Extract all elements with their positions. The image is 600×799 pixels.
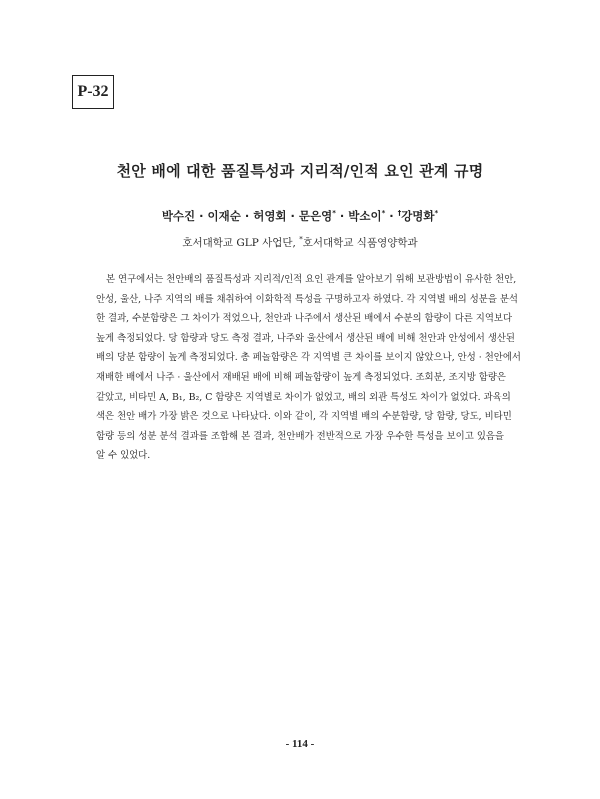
corresponding-mark: †: [397, 209, 402, 218]
author-names: · 박소이: [335, 209, 382, 223]
abstract-line: 한 결과, 수분함량은 그 차이가 적었으나, 천안과 나주에서 생산된 배에서 수분의 함량이 다른 지역보다: [96, 313, 513, 325]
abstract-line: 색은 천안 배가 가장 밝은 것으로 나타났다. 이와 같이, 각 지역별 배의 수분함량, 당 함량, 당도, 비타민: [96, 411, 512, 423]
abstract-line: 높게 측정되었다. 당 함량과 당도 측정 결과, 나주와 울산에서 생산된 배에 비해 천안과 안성에서 생산된: [96, 332, 515, 344]
abstract-line: 같았고, 비타민 A, B₁, B₂, C 함량은 지역별로 차이가 없었고, 배의 외관 특성도 차이가 없었다. 과육의: [96, 391, 511, 403]
abstract-line: 배의 당분 함량이 높게 측정되었다. 총 페놀함량은 각 지역별 큰 차이를 보이지 않았으나, 안성 · 천안에서: [96, 352, 521, 364]
corresponding-author: 강명화: [401, 209, 435, 223]
poster-code-box: P-32: [72, 75, 114, 109]
affiliation-secondary: 호서대학교 식품영양학과: [302, 237, 418, 249]
affiliation-primary: 호서대학교 GLP 사업단,: [182, 237, 296, 249]
abstract-line: 안성, 울산, 나주 지역의 배를 채취하여 이화학적 특성을 구명하고자 하였다. 각 지역별 배의 성분을 분석: [96, 293, 518, 305]
author-names: 박수진 · 이재순 · 허영회 · 문은영: [161, 209, 333, 223]
author-mark: *: [434, 209, 439, 218]
paper-title: 천안 배에 대한 품질특성과 지리적/인적 요인 관계 규명: [116, 162, 484, 180]
abstract-line: 알 수 있었다.: [96, 450, 151, 462]
author-mark: *: [332, 209, 336, 218]
abstract-line: 본 연구에서는 천안배의 품질특성과 지리적/인적 요인 관계를 알아보기 위해 보관방법이 유사한 천안,: [106, 274, 517, 285]
abstract-line: 재배한 배에서 나주 · 울산에서 재배된 배에 비해 페놀함량이 높게 측정되었다. 조회분, 조지방 함량은: [96, 371, 506, 383]
abstract-line: 함량 등의 성분 분석 결과를 조합해 본 결과, 천안배가 전반적으로 가장 우수한 특성을 보이고 있음을: [96, 430, 504, 442]
author-mark: *: [381, 209, 386, 218]
abstract-body: [96, 270, 521, 466]
page-number: - 114 -: [285, 738, 315, 750]
affiliation: [0, 235, 600, 250]
affiliation-mark: *: [299, 235, 303, 244]
author-separator: ·: [385, 209, 398, 223]
author-list: [0, 208, 600, 224]
